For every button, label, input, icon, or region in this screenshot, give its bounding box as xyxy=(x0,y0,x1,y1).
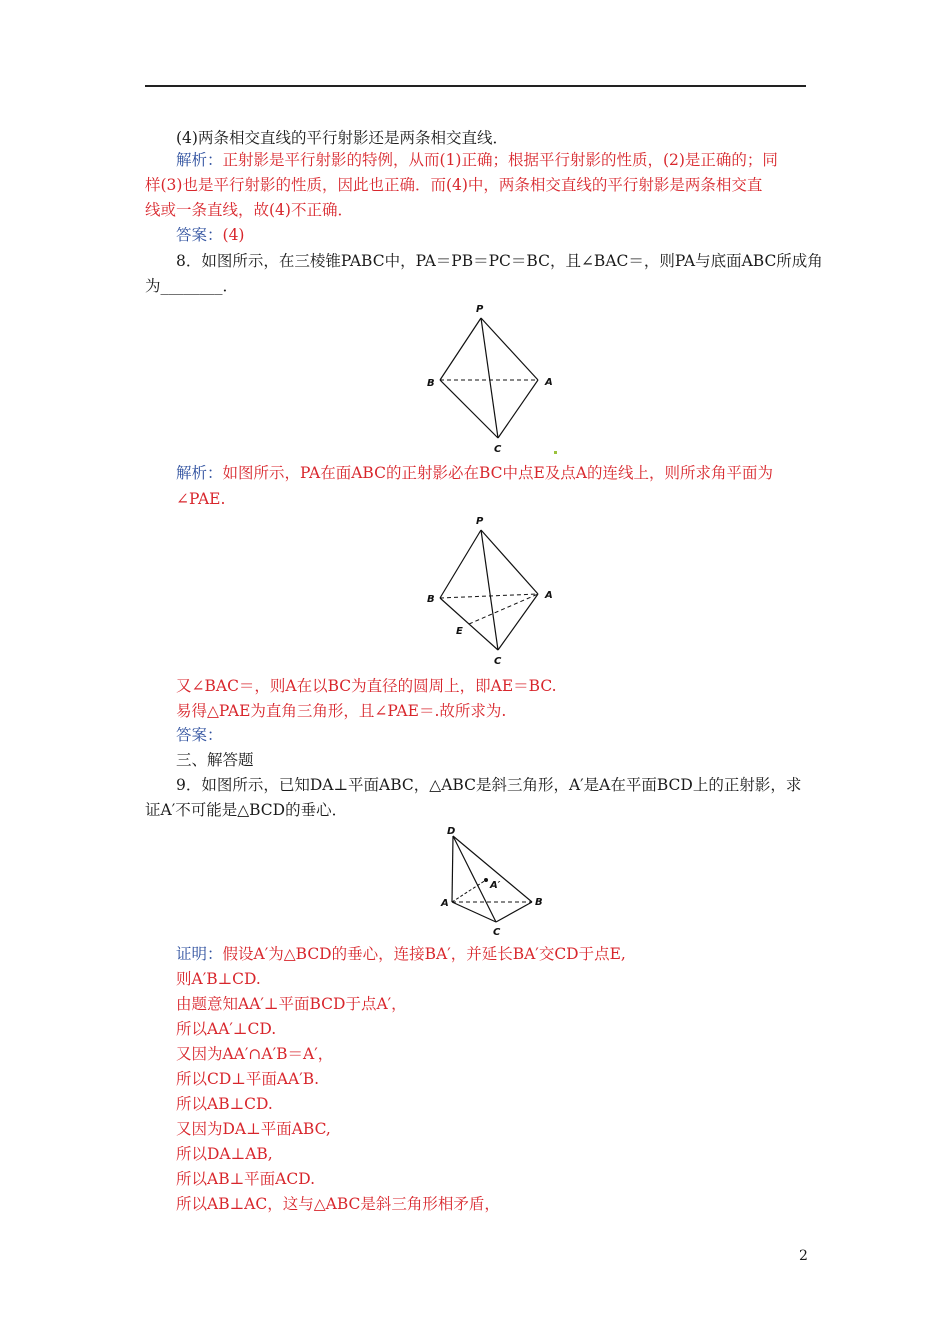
analysis-text: 正射影是平行射影的特例，从而(1)正确；根据平行射影的性质，(2)是正确的；同 xyxy=(222,151,778,169)
question-9-line-1: 9．如图所示，已知DA⊥平面ABC，△ABC是斜三角形，A′是A在平面BCD上的正射影，求 xyxy=(176,776,802,794)
fig2-label-e: E xyxy=(456,626,463,637)
proof-text: 假设A′为△BCD的垂心，连接BA′，并延长BA′交CD于点E, xyxy=(222,945,626,963)
fig2-label-p: P xyxy=(476,516,484,527)
statement-4: (4)两条相交直线的平行射影还是两条相交直线． xyxy=(176,129,508,147)
question-9-line-2: 证A′不可能是△BCD的垂心． xyxy=(145,801,348,819)
stray-mark xyxy=(554,451,557,454)
analysis-line-2: 样(3)也是平行射影的性质，因此也正确．而(4)中，两条相交直线的平行射影是两条相交直 xyxy=(145,176,763,194)
analysis-line-3: 线或一条直线，故(4)不正确． xyxy=(145,201,353,219)
pyramid-figure-2 xyxy=(418,510,568,672)
page-number: 2 xyxy=(799,1248,808,1264)
fig3-label-d: D xyxy=(447,826,456,837)
analysis-8-label: 解析： xyxy=(176,464,223,482)
answer-value: (4) xyxy=(222,226,245,244)
fig2-label-c: C xyxy=(494,656,502,667)
conclusion-line-1: 又∠BAC＝，则A在以BC为直径的圆周上，即AE＝BC. xyxy=(176,677,557,695)
proof-line-10: 所以AB⊥平面ACD. xyxy=(176,1170,316,1188)
proof-line-2: 则A′B⊥CD. xyxy=(176,970,261,988)
fig3-label-a-prime: A′ xyxy=(490,880,501,891)
fig1-label-c: C xyxy=(494,444,502,455)
analysis-line-1 xyxy=(176,149,778,171)
fig1-label-p: P xyxy=(476,304,484,315)
fig3-label-c: C xyxy=(493,927,501,938)
proof-line-3: 由题意知AA′⊥平面BCD于点A′， xyxy=(176,995,407,1013)
fig3-label-a: A xyxy=(441,898,449,909)
section-heading: 三、解答题 xyxy=(176,751,254,769)
answer-label-2: 答案： xyxy=(176,726,223,744)
fig1-label-b: B xyxy=(427,378,435,389)
answer-label: 答案： xyxy=(176,226,223,244)
proof-line-11: 所以AB⊥AC，这与△ABC是斜三角形相矛盾， xyxy=(176,1195,500,1213)
proof-line-7: 所以AB⊥CD. xyxy=(176,1095,273,1113)
proof-line-8: 又因为DA⊥平面ABC, xyxy=(176,1120,331,1138)
pyramid-figure-1 xyxy=(418,298,568,460)
analysis-8-line-2: ∠PAE. xyxy=(176,490,226,508)
question-8-line-2: 为________． xyxy=(145,277,239,295)
fig2-label-a: A xyxy=(545,590,553,601)
proof-line-9: 所以DA⊥AB, xyxy=(176,1145,273,1163)
tetrahedron-figure xyxy=(438,822,548,938)
conclusion-line-2: 易得△PAE为直角三角形，且∠PAE＝.故所求为. xyxy=(176,702,507,720)
analysis-8-text: 如图所示，PA在面ABC的正射影必在BC中点E及点A的连线上，则所求角平面为 xyxy=(222,464,773,482)
analysis-label: 解析： xyxy=(176,151,223,169)
proof-line-1 xyxy=(176,943,626,965)
fig2-label-b: B xyxy=(427,594,435,605)
question-8-line-1: 8．如图所示，在三棱锥PABC中，PA＝PB＝PC＝BC，且∠BAC＝，则PA与底面ABC所成角 xyxy=(176,252,823,270)
analysis-8-line-1 xyxy=(176,462,773,484)
proof-line-5: 又因为AA′∩A′B＝A′， xyxy=(176,1045,334,1063)
header-rule xyxy=(145,85,806,87)
proof-line-4: 所以AA′⊥CD. xyxy=(176,1020,277,1038)
answer-line-1 xyxy=(176,224,244,246)
fig3-label-b: B xyxy=(535,897,543,908)
proof-label: 证明： xyxy=(176,945,223,963)
proof-line-6: 所以CD⊥平面AA′B. xyxy=(176,1070,320,1088)
fig1-label-a: A xyxy=(545,377,553,388)
